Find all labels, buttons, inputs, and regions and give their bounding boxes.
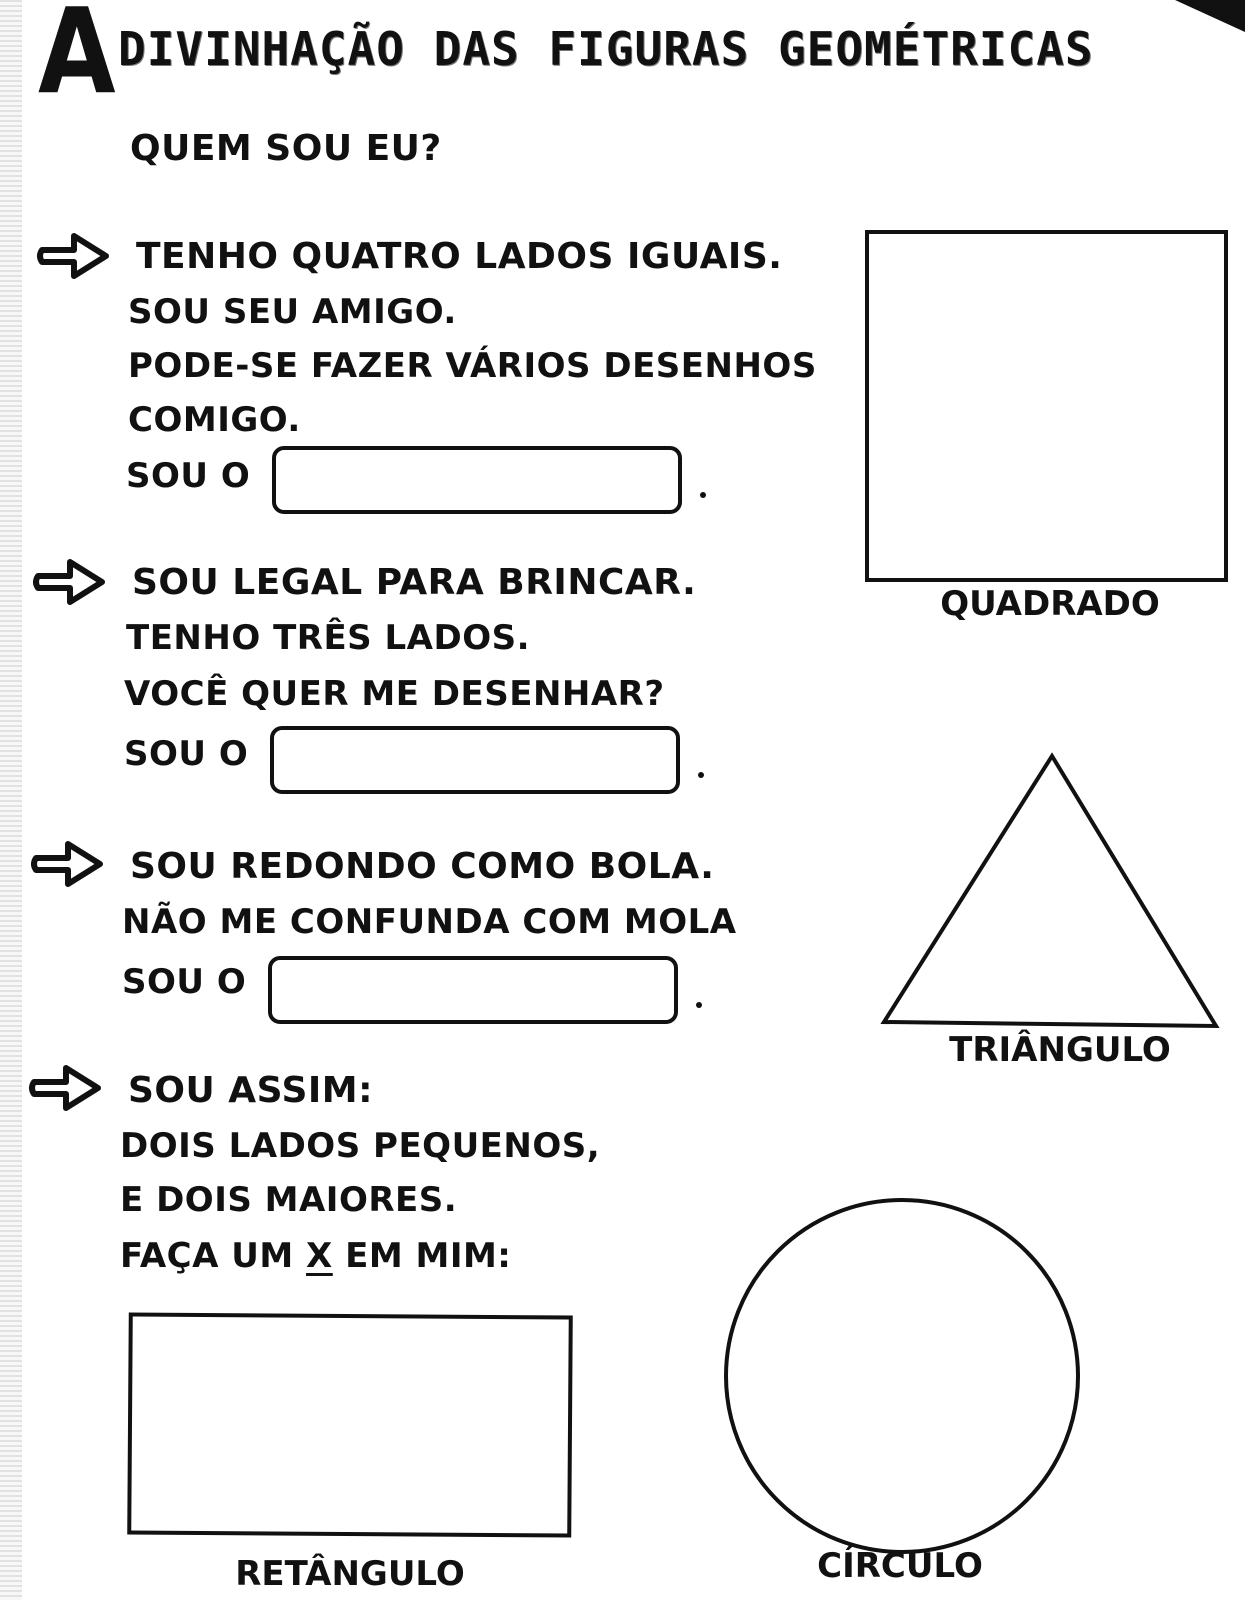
instruction-x-mark: X: [306, 1236, 333, 1276]
riddle-4-line-3: E DOIS MAIORES.: [120, 1180, 458, 1220]
circle-caption: CÍRCULO: [817, 1546, 983, 1586]
arrow-right-icon: [28, 1062, 104, 1114]
riddle-3-answer-box[interactable]: [268, 956, 678, 1024]
intro-question: QUEM SOU EU?: [130, 128, 442, 169]
arrow-right-icon: [36, 230, 112, 282]
riddle-1-answer-box[interactable]: [272, 446, 682, 514]
square-figure: [864, 228, 1230, 584]
rectangle-figure[interactable]: [126, 1312, 576, 1540]
page-corner: [1155, 0, 1245, 40]
riddle-1-line-3: PODE-SE FAZER VÁRIOS DESENHOS: [128, 346, 817, 386]
riddle-1-answer-label: SOU O: [126, 456, 251, 496]
square-caption: QUADRADO: [940, 584, 1160, 624]
instruction-text-end: EM MIM:: [332, 1236, 512, 1276]
riddle-4-line-2: DOIS LADOS PEQUENOS,: [120, 1126, 601, 1166]
riddle-2-line-3: VOCÊ QUER ME DESENHAR?: [124, 674, 665, 714]
circle-figure: [720, 1194, 1086, 1560]
triangle-caption: TRIÂNGULO: [949, 1030, 1171, 1070]
arrow-right-icon: [32, 556, 108, 608]
riddle-2-answer-label: SOU O: [124, 734, 249, 774]
arrow-right-icon: [30, 838, 106, 890]
riddle-3-line-2: NÃO ME CONFUNDA COM MOLA: [122, 902, 737, 942]
riddle-2-line-1: SOU LEGAL PARA BRINCAR.: [132, 562, 697, 603]
period-mark: [696, 1002, 702, 1008]
scan-edge: [0, 0, 22, 1600]
riddle-3-answer-label: SOU O: [122, 962, 247, 1002]
riddle-1-line-2: SOU SEU AMIGO.: [128, 292, 457, 332]
riddle-4-instruction: [120, 1236, 511, 1276]
riddle-3-line-1: SOU REDONDO COMO BOLA.: [130, 846, 715, 887]
triangle-figure: [880, 752, 1220, 1032]
riddle-2-line-2: TENHO TRÊS LADOS.: [126, 618, 530, 658]
period-mark: [698, 772, 704, 778]
title-initial: A: [38, 0, 116, 120]
period-mark: [700, 492, 706, 498]
riddle-1-line-1: TENHO QUATRO LADOS IGUAIS.: [136, 236, 783, 277]
riddle-2-answer-box[interactable]: [270, 726, 680, 794]
page-title: DIVINHAÇÃO DAS FIGURAS GEOMÉTRICAS: [118, 22, 1094, 76]
riddle-1-line-4: COMIGO.: [128, 400, 301, 440]
riddle-4-line-1: SOU ASSIM:: [128, 1070, 374, 1111]
rectangle-caption: RETÂNGULO: [235, 1554, 465, 1594]
instruction-text: FAÇA UM: [120, 1236, 307, 1276]
